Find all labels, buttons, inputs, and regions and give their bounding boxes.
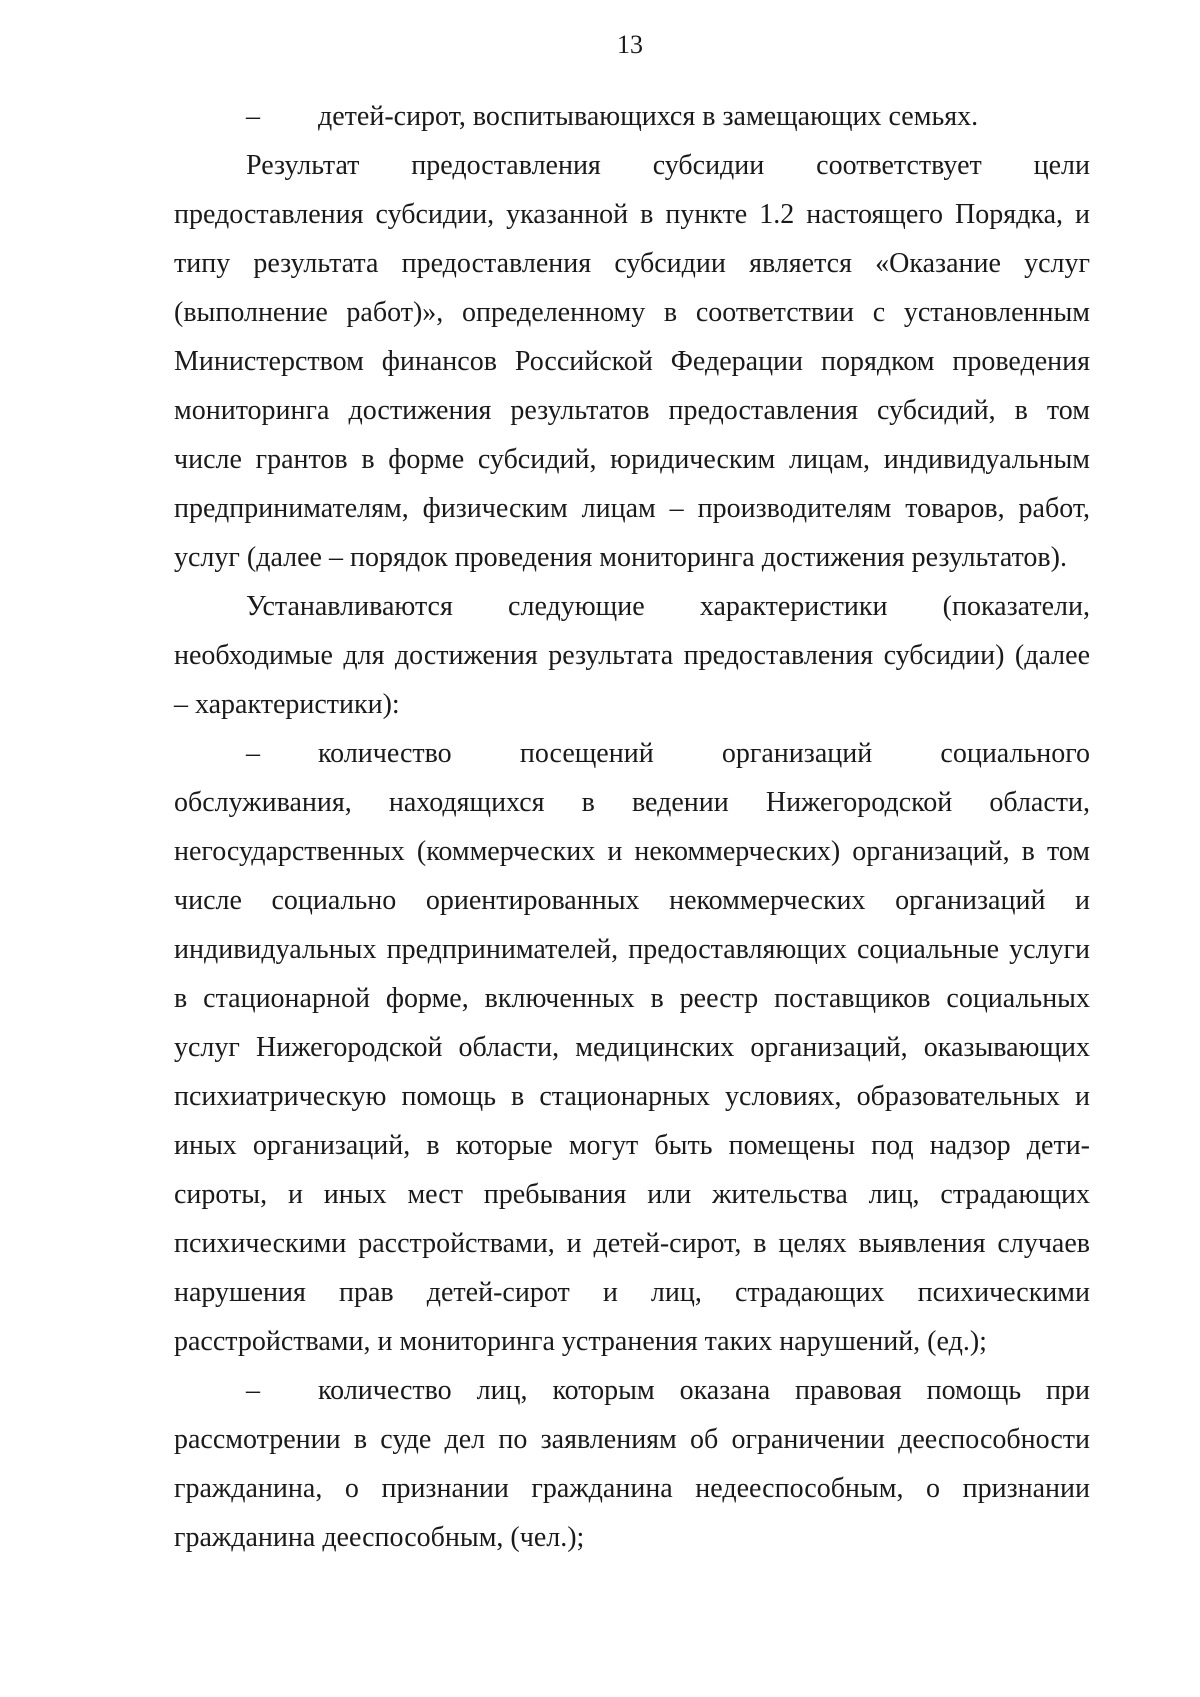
dash-marker: – [246, 1375, 260, 1406]
paragraph-text: количество лиц, которым оказана правовая помощь при рассмотрении в суде дел по заявлениям об ограничении дееспособности гражданина, о признании гражданина недееспособным, о признании гражданина дееспособным, (чел.); [174, 1375, 1090, 1553]
document-body [174, 92, 1090, 1562]
paragraph-text: количество посещений организаций социального обслуживания, находящихся в ведении Нижегородской области, негосударственных (коммерческих и некоммерческих) организаций, в том числе социально ориентированных некоммерческих организаций и индивидуальных предпринимателей, предоставляющих социальные услуги в стационарной форме, включенных в реестр поставщиков социальных услуг Нижегородской области, медицинских организаций, оказывающих психиатрическую помощь в стационарных условиях, образовательных и иных организаций, в которые могут быть помещены под надзор дети-сироты, и иных мест пребывания или жительства лиц, страдающих психическими расстройствами, и детей-сирот, в целях выявления случаев нарушения прав детей-сирот и лиц, страдающих психическими расстройствами, и мониторинга устранения таких нарушений, (ед.); [174, 738, 1090, 1357]
paragraph-text: Результат предоставления субсидии соответствует цели предоставления субсидии, указанной в пункте 1.2 настоящего Порядка, и типу результата предоставления субсидии является «Оказание услуг (выполнение работ)», определенному в соответствии с установленным Министерством финансов Российской Федерации порядком проведения мониторинга достижения результатов предоставления субсидий, в том числе грантов в форме субсидий, юридическим лицам, индивидуальным предпринимателям, физическим лицам – производителям товаров, работ, услуг (далее – порядок проведения мониторинга достижения результатов). [174, 150, 1090, 573]
paragraph-text: детей-сирот, воспитывающихся в замещающих семьях. [318, 101, 979, 132]
paragraph-result [174, 141, 1090, 582]
page-number: 13 [617, 30, 643, 59]
list-item-legal-aid-count [174, 1366, 1090, 1562]
list-item-orphans-foster [174, 92, 1090, 141]
paragraph-characteristics [174, 582, 1090, 729]
dash-marker: – [246, 738, 260, 769]
paragraph-text: Устанавливаются следующие характеристики (показатели, необходимые для достижения результата предоставления субсидии) (далее – характеристики): [174, 591, 1090, 720]
list-item-visits-count [174, 729, 1090, 1366]
dash-marker: – [246, 101, 260, 132]
